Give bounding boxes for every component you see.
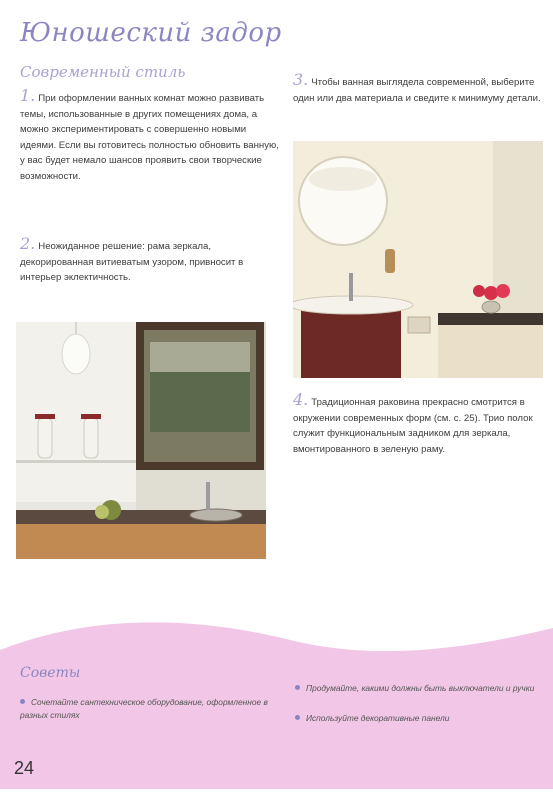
- paragraph-number: 2.: [20, 234, 36, 253]
- tips-heading: Советы: [20, 665, 81, 681]
- page-title: Юношеский задор: [20, 18, 282, 48]
- paragraph-number: 1.: [20, 86, 36, 105]
- paragraph-1: [20, 88, 282, 184]
- paragraph-3: [293, 72, 543, 106]
- bathroom-photo-round-mirror: [293, 141, 543, 378]
- bullet-icon: [295, 715, 300, 720]
- page-number: 24: [14, 758, 35, 778]
- bathroom-photo-mirror: [16, 322, 266, 559]
- paragraph-text: Неожиданное решение: рама зеркала, декорированная витиеватым узором, привносит в интерьер эклектичность.: [20, 241, 244, 283]
- bathroom-mirror-illustration: [16, 322, 266, 559]
- paragraph-text: Традиционная раковина прекрасно смотрится в окружении современных форм (см. с. 25). Трио полок служит функциональным задником для зеркала, вмонтированного в зеленую раму.: [293, 397, 533, 455]
- tip-text: Сочетайте сантехническое оборудование, оформленное в разных стилях: [20, 697, 268, 720]
- paragraph-number: 4.: [293, 390, 309, 409]
- tip-item: [295, 712, 540, 725]
- paragraph-text: Чтобы ванная выглядела современной, выберите один или два материала и сведите к минимуму детали.: [293, 77, 541, 104]
- paragraph-number: 3.: [293, 70, 309, 89]
- bullet-icon: [295, 685, 300, 690]
- section-subtitle: Современный стиль: [20, 63, 186, 81]
- bullet-icon: [20, 699, 25, 704]
- tip-text: Используйте декоративные панели: [306, 713, 450, 723]
- paragraph-2: [20, 236, 282, 286]
- tip-text: Продумайте, какими должны быть выключатели и ручки: [306, 683, 535, 693]
- modern-bathroom-illustration: [293, 141, 543, 378]
- paragraph-text: При оформлении ванных комнат можно развивать темы, использованные в других помещениях дома, а можно экспериментировать с совершенно новыми идеями. Если вы готовитесь полностью обновить ванную, у вас будет немало шансов проявить свои творческие возможности.: [20, 93, 279, 182]
- tip-item: [20, 696, 270, 722]
- tip-item: [295, 682, 540, 695]
- paragraph-4: [293, 392, 543, 457]
